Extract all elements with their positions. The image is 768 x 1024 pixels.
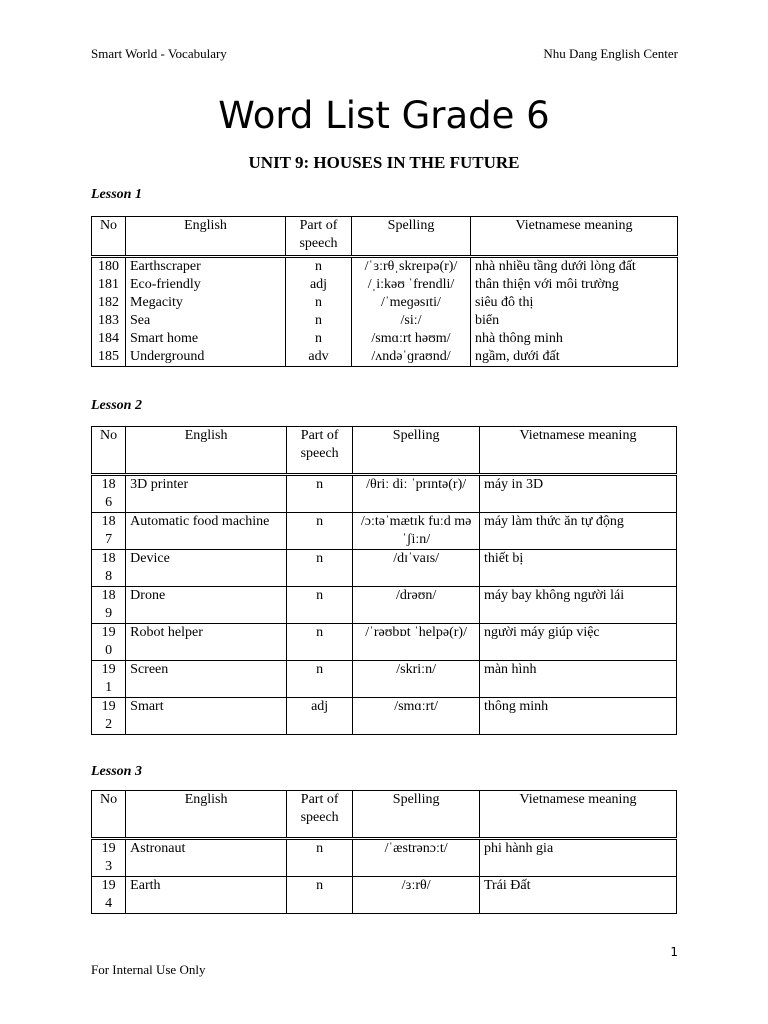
lesson-3-label: Lesson 3 [91, 764, 142, 779]
cell-english: Earth [126, 877, 287, 914]
col-header-part-of-speech: Part of speech [286, 427, 352, 475]
table-row [92, 587, 677, 624]
cell-part-of-speech: n [286, 257, 352, 277]
cell-no: 183 [92, 312, 126, 330]
cell-part-of-speech: n [286, 587, 352, 624]
cell-vietnamese: siêu đô thị [471, 294, 678, 312]
cell-no: 19 0 [92, 624, 126, 661]
cell-english: Megacity [126, 294, 286, 312]
cell-part-of-speech: n [286, 550, 352, 587]
cell-spelling: /ʌndəˈɡraʊnd/ [352, 348, 471, 367]
table-row [92, 475, 677, 513]
cell-part-of-speech: n [286, 294, 352, 312]
cell-vietnamese: thông minh [479, 698, 676, 735]
cell-part-of-speech: adj [286, 276, 352, 294]
table-row [92, 513, 677, 550]
unit-heading: UNIT 9: HOUSES IN THE FUTURE [248, 153, 520, 172]
cell-no: 182 [92, 294, 126, 312]
cell-english: Screen [126, 661, 287, 698]
col-header-spelling: Spelling [353, 427, 480, 475]
cell-no: 184 [92, 330, 126, 348]
cell-vietnamese: màn hình [479, 661, 676, 698]
lesson-2-label: Lesson 2 [91, 398, 142, 413]
cell-spelling: /ˈæstrənɔːt/ [353, 839, 480, 877]
cell-vietnamese: máy bay không người lái [479, 587, 676, 624]
footer-note: For Internal Use Only [91, 962, 206, 977]
cell-spelling: /skriːn/ [353, 661, 480, 698]
cell-no: 19 4 [92, 877, 126, 914]
table-header-row [92, 427, 677, 475]
cell-vietnamese: biển [471, 312, 678, 330]
cell-spelling: /ɔːtəˈmætɪk fuːd məˈʃiːn/ [353, 513, 480, 550]
cell-vietnamese: nhà nhiều tầng dưới lòng đất [471, 257, 678, 277]
col-header-spelling: Spelling [352, 217, 471, 257]
cell-english: Automatic food machine [126, 513, 287, 550]
cell-english: 3D printer [126, 475, 287, 513]
cell-part-of-speech: n [286, 661, 352, 698]
cell-vietnamese: máy in 3D [479, 475, 676, 513]
lesson-1-table [91, 216, 678, 367]
table-row [92, 550, 677, 587]
cell-english: Smart [126, 698, 287, 735]
cell-no: 18 8 [92, 550, 126, 587]
table-header-row [92, 791, 677, 839]
lesson-2-table [91, 426, 677, 735]
cell-spelling: /smɑːrt/ [353, 698, 480, 735]
cell-english: Earthscraper [126, 257, 286, 277]
cell-english: Eco-friendly [126, 276, 286, 294]
col-header-part-of-speech: Part of speech [286, 217, 352, 257]
cell-spelling: /dɪˈvaɪs/ [353, 550, 480, 587]
cell-no: 181 [92, 276, 126, 294]
table-row [92, 312, 678, 330]
cell-english: Astronaut [126, 839, 287, 877]
cell-no: 19 1 [92, 661, 126, 698]
col-header-vietnamese: Vietnamese meaning [471, 217, 678, 257]
cell-no: 18 6 [92, 475, 126, 513]
cell-part-of-speech: n [286, 513, 352, 550]
cell-vietnamese: Trái Đất [479, 877, 676, 914]
cell-spelling: /ˈrəʊbɒt ˈhelpə(r)/ [353, 624, 480, 661]
cell-english: Sea [126, 312, 286, 330]
cell-english: Robot helper [126, 624, 287, 661]
table-row [92, 661, 677, 698]
header-right: Nhu Dang English Center [543, 46, 678, 61]
table-row [92, 294, 678, 312]
col-header-no: No [92, 791, 126, 839]
table-row [92, 877, 677, 914]
cell-part-of-speech: adj [286, 698, 352, 735]
cell-spelling: /siː/ [352, 312, 471, 330]
cell-part-of-speech: adv [286, 348, 352, 367]
table-row [92, 257, 678, 277]
col-header-vietnamese: Vietnamese meaning [479, 791, 676, 839]
lesson-1-label: Lesson 1 [91, 187, 142, 202]
page-number: 1 [670, 945, 678, 959]
cell-part-of-speech: n [286, 839, 352, 877]
cell-spelling: /ɜːrθ/ [353, 877, 480, 914]
cell-no: 180 [92, 257, 126, 277]
cell-no: 19 3 [92, 839, 126, 877]
col-header-vietnamese: Vietnamese meaning [479, 427, 676, 475]
cell-english: Underground [126, 348, 286, 367]
lesson-3-table [91, 790, 677, 914]
table-row [92, 624, 677, 661]
col-header-no: No [92, 427, 126, 475]
cell-part-of-speech: n [286, 475, 352, 513]
table-header-row [92, 217, 678, 257]
cell-no: 18 7 [92, 513, 126, 550]
cell-vietnamese: ngầm, dưới đất [471, 348, 678, 367]
col-header-part-of-speech: Part of speech [286, 791, 352, 839]
table-row [92, 348, 678, 367]
cell-no: 18 9 [92, 587, 126, 624]
col-header-english: English [126, 217, 286, 257]
cell-vietnamese: thân thiện với môi trường [471, 276, 678, 294]
cell-english: Drone [126, 587, 287, 624]
cell-part-of-speech: n [286, 330, 352, 348]
table-row [92, 839, 677, 877]
table-row [92, 698, 677, 735]
cell-vietnamese: nhà thông minh [471, 330, 678, 348]
cell-no: 185 [92, 348, 126, 367]
cell-spelling: /θriː diː ˈprɪntə(r)/ [353, 475, 480, 513]
cell-english: Device [126, 550, 287, 587]
cell-english: Smart home [126, 330, 286, 348]
cell-spelling: /drəʊn/ [353, 587, 480, 624]
cell-part-of-speech: n [286, 624, 352, 661]
col-header-english: English [126, 427, 287, 475]
cell-spelling: /smɑːrt həʊm/ [352, 330, 471, 348]
col-header-no: No [92, 217, 126, 257]
table-row [92, 330, 678, 348]
cell-spelling: /ˈmeɡəsɪti/ [352, 294, 471, 312]
table-row [92, 276, 678, 294]
cell-vietnamese: thiết bị [479, 550, 676, 587]
header-left: Smart World - Vocabulary [91, 46, 227, 61]
cell-part-of-speech: n [286, 312, 352, 330]
col-header-english: English [126, 791, 287, 839]
cell-vietnamese: người máy giúp việc [479, 624, 676, 661]
col-header-spelling: Spelling [353, 791, 480, 839]
cell-spelling: /ˌiːkəʊ ˈfrendli/ [352, 276, 471, 294]
cell-no: 19 2 [92, 698, 126, 735]
cell-vietnamese: phi hành gia [479, 839, 676, 877]
cell-vietnamese: máy làm thức ăn tự động [479, 513, 676, 550]
cell-part-of-speech: n [286, 877, 352, 914]
cell-spelling: /ˈɜːrθˌskreɪpə(r)/ [352, 257, 471, 277]
page-title: Word List Grade 6 [218, 94, 550, 137]
